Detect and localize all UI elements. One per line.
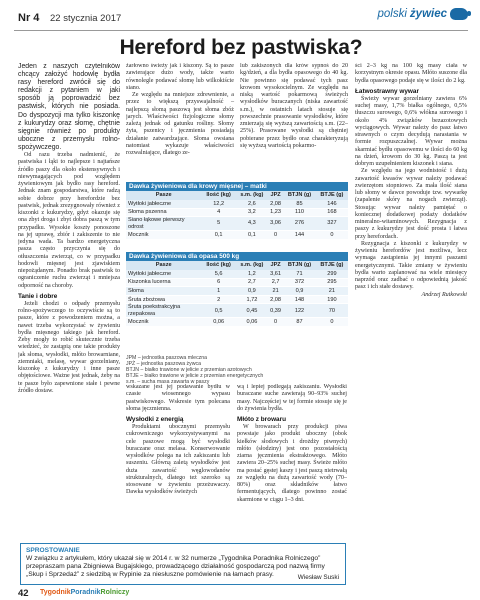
table-row (126, 318, 348, 327)
paragraph: Ze względu na jego wodnistość i dużą zawartość kwasów wywar należy podawać zwierzętom stopniowo. Za mała ilość siana lub słomy w dawce powoduje tzw. wywarkę (zapalenie skóry na nogach zwierząt). Stosując wywar należy pamiętać o koniecznej dodatkowej podaży dodatków mineralno-witaminowych. Rezygnacja z paszy z kukurydzy jest dość prosta i łatwa przy herefordach. (355, 168, 467, 240)
correction-signature: Wiesław Suski (297, 574, 339, 581)
table-cell: 2,7 (268, 278, 283, 287)
table-header-row (126, 261, 348, 270)
column-header: BTJE (g) (316, 261, 348, 270)
table-cell: 122 (283, 304, 316, 318)
legend-line: JPŻ – jednostka paszowa żywca (126, 361, 201, 368)
table-cell: 85 (283, 200, 316, 209)
article-lead: Jeden z naszych czytelników chcący założyć hodowlę bydła rasy hereford zwrócił się do redakcji z pytaniem w jaki sposób ją poprowadzić bez pastwisk, których nie posiada. Do dyspozycji ma tylko kiszonkę z kukurydzy oraz słomę, chętnie sięgnie również po produkty uboczne z przemysłu rolno-spożywczego. (18, 63, 120, 151)
column-header: BTJN (g) (283, 191, 316, 200)
table-cell: 276 (283, 217, 316, 231)
table-cell: 0,06 (201, 318, 235, 327)
column-header: BTJN (g) (283, 261, 316, 270)
paragraph: Rezygnacja z kiszonki z kukurydzy w żywieniu herefordów jest możliwa, lecz wymaga zastąpienia jej innymi paszami energetycznymi. Takie zmiany w żywieniu bydła warto zaplanować na wiele miesięcy naprzód oraz zadbać o odpowiednią jakość pasz i ich stałe dostawy. (355, 240, 467, 291)
paragraph: wskazane jest jej podawanie bydłu w czasie wiosennego wypasu pastwiskowego. Wskresie tym polecana słoma jęczmienna. (126, 384, 230, 412)
paragraph: ści 2–3 kg na 100 kg masy ciała w korzystnym okresie opasu. Młóto suszone dla bydła opasowego podaje się w ilości do 2 kg. (355, 63, 467, 84)
issue-number: Nr 4 (18, 12, 40, 24)
subheading: Wysłodki z energią (126, 416, 184, 423)
paragraph: W browarach przy produkcji piwa powstaje jako produkt uboczny (obok kiełków słodowych i drożdży piwnych) młóto (słodziny) jest ono pozostałością ziarna jęczmienia ekstraktowego. Młóto zawiera 20–25% suchej masy. Świeże młóto ma postać gęstej kaszy i jest paszą nietrwałą ze względu na dużą zawartość wody (70–80%) oraz składników łatwo fermentujących, dlatego powinno zostać skarmione w ciągu 1–3 dni. (237, 424, 347, 503)
table-cell: Słoma (126, 287, 201, 296)
table-cell: 110 (283, 208, 316, 217)
table-cell: 3,2 (236, 208, 268, 217)
table-cell: 0 (316, 318, 348, 327)
page-header (14, 8, 468, 30)
article-column-3-bottom (237, 384, 347, 544)
table-row (126, 217, 348, 231)
table-cell: 6 (201, 278, 235, 287)
correction-title: SPROSTOWANIE (26, 547, 80, 554)
table-cell: 5 (201, 217, 235, 231)
paragraph: Ze względu na mniejsze zdrewnienie, a przez to większą przyswajalność – najlepszą słomą paszową jest słoma zbóż jarych. Właściwości fizjologiczne słomy zależą jednak od gatunku rośliny. Słomy żyta, pszenicy i jęczmienia posiadają działanie zatwardzające. Słoma owsiana natomiast wykazuje właściwości rozwalniające, dlatego ze- (126, 92, 234, 156)
table-cell: 12,2 (201, 200, 235, 209)
logo-part: Rolniczy (100, 589, 130, 596)
table-cell: 0,1 (236, 231, 268, 240)
logo-part: Tygodnik (40, 589, 71, 596)
column-header: JPZ (268, 191, 283, 200)
table-cell: 3,06 (268, 217, 283, 231)
table-cell: 0,1 (201, 231, 235, 240)
table-cell: Śruta poekstrakcyjna rzepakowa (126, 304, 201, 318)
table-cell: 2,7 (236, 278, 268, 287)
table-cell: 1,72 (236, 295, 268, 304)
table-cell: 0,06 (236, 318, 268, 327)
table-title: Dawka żywieniowa dla krowy mięsnej – matki (126, 182, 348, 191)
table-cell: 1 (201, 287, 235, 296)
table-cell: 2,08 (268, 295, 283, 304)
table-cell: 299 (316, 270, 348, 279)
table-cell: 87 (283, 318, 316, 327)
table-cell: 327 (316, 217, 348, 231)
table-cell: 70 (316, 304, 348, 318)
table-cell: Wytłoki jabłeczne (126, 200, 201, 209)
legend-line: s.m. – sucha masa zawarta w paszy (126, 379, 210, 386)
author-signature: Andrzej Rutkowski (421, 291, 467, 298)
table-row (126, 270, 348, 279)
paragraph: Jeżeli chodzi o odpady przemysłu rolno-spożywczego to oczywiście są to pasze, które z powodzeniem można, a nawet trzeba wykorzystać w żywieniu bydła mięsnego takiego jak hereford. Żeby mogły to robić skutecznie trzeba wiedzieć, że zastąpią one takie produkty jak słoma, wysłodki, młóto browarniane, ziemniaki, melasę, wywar gorzelniany, kiszonkę z kukurydzy i inne pasze objętościowe. Ważne jest jednak, żeby na te pasze było zapewnione stałe i pewne źródło dostaw. (18, 300, 120, 394)
legend-line: BTJN – białko trawione w jelicie z przemian azotowych (126, 367, 252, 374)
table-cell: 1,23 (268, 208, 283, 217)
column-header: s.m. (kg) (236, 261, 268, 270)
table-cell: 21 (316, 287, 348, 296)
table-cell: Mocznik (126, 318, 201, 327)
table-cell: 2 (201, 295, 235, 304)
column-header: Ilość (kg) (201, 191, 235, 200)
table-cell: 144 (283, 231, 316, 240)
table-cell: Siano łąkowe pierwszy odrost (126, 217, 201, 231)
page-number: 42 (18, 588, 29, 599)
paragraph: lub zakiszonych dla krów sypnoś do 20 kg/dzień, a dla bydła opasowego do 40 kg. Nie powinno się podawać tych pasz krowom wysokocielnym. Ze względu na niską wartość pokarmową świeżych wysłodków buraczanych (niska zawartość s.m.), w ostatnich latach stosuje się powszechnie prasowanie wysłodków, które zmierzają się wyższą zawartością s.m. (22–25%). Prasowane wysłodki są chętniej pobierane przez bydło oraz charakteryzują się wyższą wartością pokarmo- (240, 63, 348, 149)
subheading: Młóto z browaru (237, 416, 286, 423)
logo-text-a: polski (377, 8, 407, 20)
issue-date: 22 stycznia 2017 (50, 13, 122, 24)
paragraph: Świeży wywar gorzelniany zawiera 6% suchej masy, 1,7% białka ogólnego, 0,5% tłuszczu surowego, 0,6% włókna surowego i około 4% związków bezazotowych wyciągowych. Wywar należy do pasz łatwo strawnych o czym decydują narastania w formie rozpuszczalnej. Wywar można skarmiać bydłu opasowemu w ilości do 60 kg na dzień, krowom do 30 kg. Paszą ta jest dobrym uzupełnieniem kiszonek i siana. (355, 95, 467, 167)
article-column-1 (18, 63, 120, 518)
legend-line: BTJE – białko trawione w jelicie z przemian energetycznych (126, 373, 264, 380)
correction-box (20, 543, 346, 585)
table-row (126, 208, 348, 217)
table-cell: 146 (316, 200, 348, 209)
table-cell: 2,08 (268, 200, 283, 209)
table-cell: 3,61 (268, 270, 283, 279)
table-cell: Słoma pszenna (126, 208, 201, 217)
legend-line: JPM – jednostka paszowa mleczna (126, 355, 208, 361)
pig-icon (450, 8, 468, 20)
logo-text-b: żywiec (409, 8, 447, 20)
table-cell: 0,45 (236, 304, 268, 318)
table-cell: Śruta zbożowa (126, 295, 201, 304)
table-cell: 4,3 (236, 217, 268, 231)
table-cell: 0,5 (201, 304, 235, 318)
column-header: JPZ (268, 261, 283, 270)
table-cell: Mocznik (126, 231, 201, 240)
table-row (126, 278, 348, 287)
article-column-4 (355, 63, 467, 591)
column-header: BTJE (g) (316, 191, 348, 200)
table-header-row (126, 191, 348, 200)
paragraph: Produktami ubocznymi przemysłu cukrowniczego wykorzystywanymi na cele paszowe mogą być wysłodki buraczane oraz melasa. Konserwowanie wysłodków polega na ich zakiszaniu lub suszeniu. Główną zaletą wysłodków jest duża zawartość węglowodanów strukturalnych, dlatego też szeroko są stosowane w żywieniu przeżuwaczy. Dawka wysłodków świeżych (126, 424, 230, 496)
table-cell: 21 (268, 287, 283, 296)
feed-table-steer (126, 252, 348, 327)
table-cell: 190 (316, 295, 348, 304)
article-title: Hereford bez pastwiska? (119, 36, 363, 59)
subheading: Tanie i dobre (18, 292, 58, 300)
paragraph: wą i lepiej podlegają zakiszaniu. Wysłodki buraczane suche zawierają 90–93% suchej masy. Najczęściej w tej formie stosuje się je do żywienia bydła. (237, 384, 347, 412)
table-legend (126, 355, 346, 385)
column-header: Pasze (126, 261, 201, 270)
page-footer (14, 588, 468, 598)
article-column-2 (126, 63, 348, 181)
table-cell: 372 (283, 278, 316, 287)
table-cell: 4 (201, 208, 235, 217)
paragraph: Od razu trzeba nadmienić, że pastwiska i łąki to najlepsze i najtańsze źródło paszy dla około ekstensywnych i niewymagających pod względem żywieniowym jak bydło rasy hereford. Jednak znam gospodarstwa, które radzą sobie dobrze przy herefordzie bez pastwisk, jednak zrezygnowały również z kiszonki z kukurydzy, gdyż okazuje się ona zbyt droga i zbyt dobra paszą w tym przypadku. Wysokie koszty ponoszone na jej uprawę, zbiór i zakiszenie to nie jedyna wada. Ta bardzo energetyczna pasza często przyczynia się do otłuszczenia zwierząt, co w przypadku hodowli mięsnej jest zjawiskiem niepożądanym. Ponadto brak pastwisk to ograniczenie ruchu zwierząt i mniejsza odporność na choroby. (18, 152, 120, 289)
section-logo (378, 8, 468, 20)
table-row (126, 304, 348, 318)
table-row (126, 287, 348, 296)
table-cell: 0 (316, 231, 348, 240)
column-header: s.m. (kg) (236, 191, 268, 200)
table-cell: Wytłoki jabłeczne (126, 270, 201, 279)
feed-table-cow (126, 182, 348, 240)
table-cell: 5,6 (201, 270, 235, 279)
table-title: Dawka żywieniowa dla opasa 500 kg (126, 252, 348, 261)
publication-logo (40, 589, 129, 596)
table-cell: 0,39 (268, 304, 283, 318)
subheading: Łatwostrawny wywar (355, 87, 419, 95)
article-column-2-bottom (126, 384, 230, 544)
table-cell: 2,6 (236, 200, 268, 209)
table-row (126, 200, 348, 209)
table-cell: 168 (316, 208, 348, 217)
table-cell: Kiszonka lucerna (126, 278, 201, 287)
logo-part: Poradnik (70, 589, 101, 596)
table-cell: 71 (283, 270, 316, 279)
table-cell: 0 (268, 318, 283, 327)
table-cell: 295 (316, 278, 348, 287)
table-cell: 0,9 (283, 287, 316, 296)
table-cell: 0,9 (236, 287, 268, 296)
table-cell: 148 (283, 295, 316, 304)
table-row (126, 231, 348, 240)
column-header: Pasze (126, 191, 201, 200)
table-row (126, 295, 348, 304)
table-cell: 0 (268, 231, 283, 240)
table-cell: 1,2 (236, 270, 268, 279)
header-divider (14, 30, 468, 31)
column-header: Ilość (kg) (201, 261, 235, 270)
correction-text: W związku z artykułem, który ukazał się w 2014 r. w 32 numerze „Tygodnika Poradnika Rolniczego” przepraszam pana Zbigniewa Bugajskiego, prowadzącego działalność gospodarczą pod nazwą firmy „Skup i Sprzedaż” z siedzibą w Rypinie za niesłuszne pomówienie na łamach prasy. (26, 555, 325, 579)
paragraph: żarłowno świeży jak i kiszony. Są to pasze zawierające dużo wody, także warto równolegle podawać słomę lub wilkokiście siano. (126, 63, 234, 91)
